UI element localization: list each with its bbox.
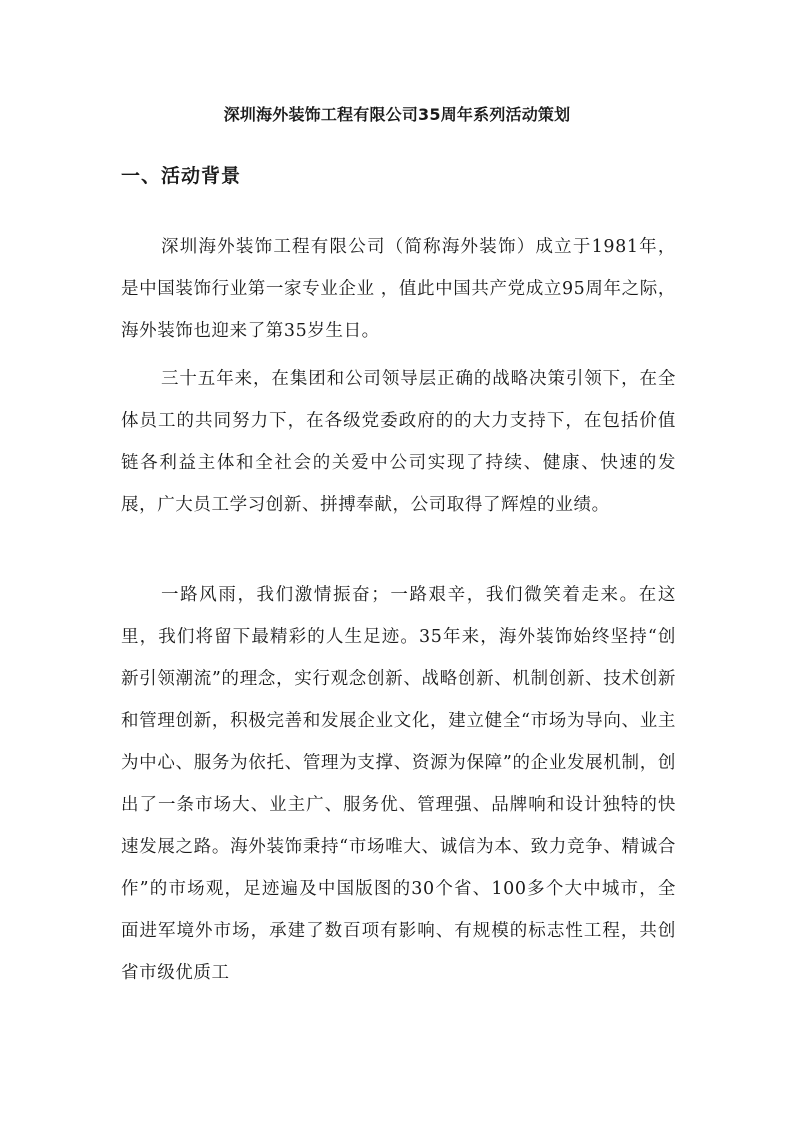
document-title: 深圳海外装饰工程有限公司35周年系列活动策划 (223, 105, 571, 124)
paragraph: 一路风雨，我们激情振奋；一路艰辛，我们微笑着走来。在这里，我们将留下最精彩的人生足迹。35年来，海外装饰始终坚持“创新引领潮流”的理念，实行观念创新、战略创新、机制创新、技术创新和管理创新，积极完善和发展企业文化，建立健全“市场为导向、业主为中心、服务为依托、管理为支撑、资源为保障”的企业发展机制，创出了一条市场大、业主广、服务优、管理强、品牌响和设计独特的快速发展之路。海外装饰秉持“市场唯大、诚信为本、致力竞争、精诚合作”的市场观，足迹遍及中国版图的30个省、100多个大中城市，全面进军境外市场，承建了数百项有影响、有规模的标志性工程，共创省市级优质工 (121, 585, 676, 983)
paragraph: 三十五年来，在集团和公司领导层正确的战略决策引领下，在全体员工的共同努力下，在各级党委政府的的大力支持下，在包括价值链各利益主体和全社会的关爱中公司实现了持续、健康、快速的发展，广大员工学习创新、拼搏奉献，公司取得了辉煌的业绩。 (121, 369, 676, 515)
section-heading: 一、活动背景 (121, 165, 242, 187)
paragraph: 深圳海外装饰工程有限公司（简称海外装饰）成立于1981年，是中国装饰行业第一家专业企业 ，值此中国共产党成立95周年之际，海外装饰也迎来了第35岁生日。 (121, 237, 676, 341)
